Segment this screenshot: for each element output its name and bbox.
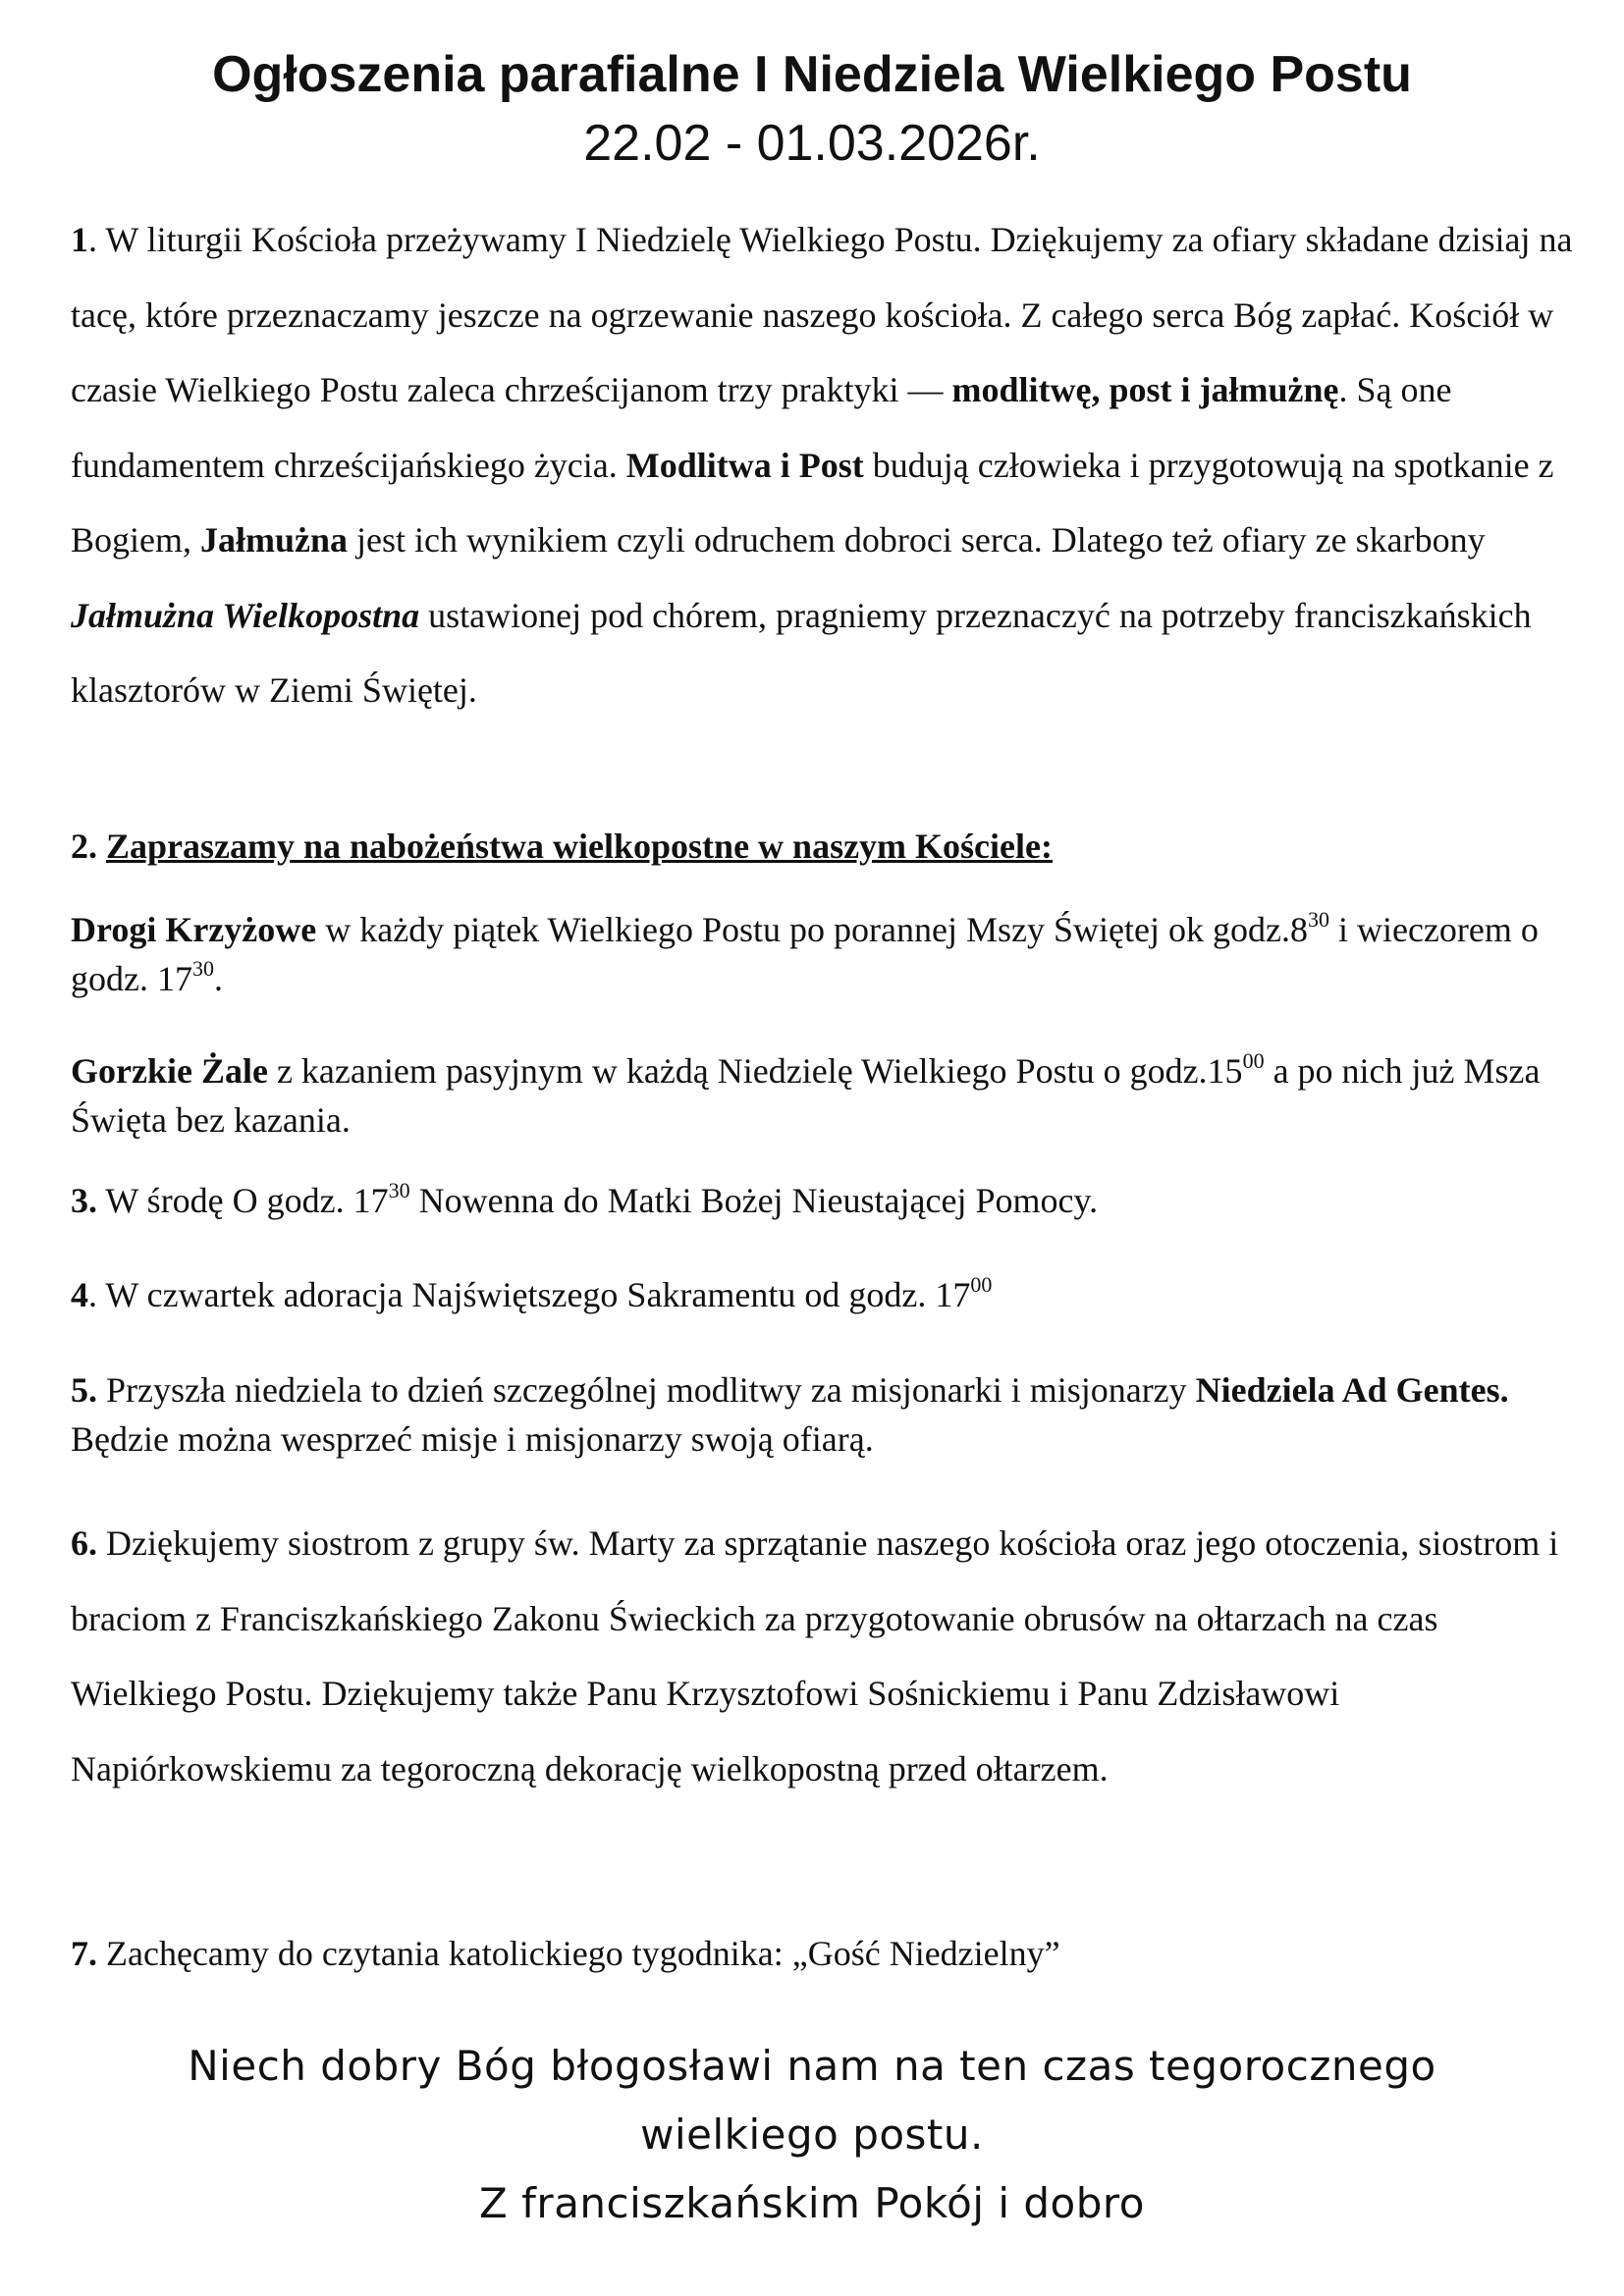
time-superscript: 30 xyxy=(191,956,214,981)
announcement-6 xyxy=(71,1506,1583,1806)
announcement-text: jest ich wynikiem czyli odruchem dobroci serca. Dlatego też ofiary ze skarbony xyxy=(348,520,1486,560)
announcement-text: w każdy piątek Wielkiego Postu po porannej Mszy Świętej ok godz.8 xyxy=(316,910,1308,949)
closing-line: Niech dobry Bóg błogosławi nam na ten czas tegorocznego xyxy=(188,2042,1436,2090)
announcement-text: i wieczorem o godz. 17 xyxy=(71,910,1539,998)
page-title: Ogłoszenia parafialne I Niedziela Wielkiego Postu xyxy=(212,46,1412,103)
time-superscript: 30 xyxy=(388,1178,410,1202)
time-superscript: 00 xyxy=(1242,1048,1265,1073)
announcement-text: . W czwartek adoracja Najświętszego Sakramentu od godz. 17 xyxy=(88,1275,971,1314)
date-range: 22.02 - 01.03.2026r. xyxy=(583,115,1041,172)
item-number: 5. xyxy=(71,1370,97,1410)
item-number: 4 xyxy=(71,1275,88,1314)
gorzkie-zale-info xyxy=(71,1046,1583,1145)
announcement-3 xyxy=(71,1177,1583,1224)
bold-phrase: modlitwę, post i jałmużnę xyxy=(951,370,1339,409)
announcement-1 xyxy=(71,202,1583,728)
announcement-2-heading xyxy=(71,823,1583,870)
closing-line: wielkiego postu. xyxy=(640,2110,984,2159)
item-number: 2. xyxy=(71,827,97,866)
closing-blessing xyxy=(0,2032,1624,2238)
section-heading: Zapraszamy na nabożeństwa wielkopostne w naszym Kościele: xyxy=(106,827,1053,866)
announcement-7 xyxy=(71,1930,1583,1977)
bold-phrase: Drogi Krzyżowe xyxy=(71,910,317,949)
bold-italic-phrase: Jałmużna Wielkopostna xyxy=(71,595,420,635)
announcement-text: Przyszła niedziela to dzień szczególnej modlitwy za misjonarki i misjonarzy xyxy=(97,1370,1196,1410)
bold-phrase: Gorzkie Żale xyxy=(71,1051,268,1091)
announcement-text: W środę O godz. 17 xyxy=(97,1181,389,1220)
closing-signature: Z franciszkańskim Pokój i dobro xyxy=(479,2179,1145,2227)
announcement-text: Będzie można wesprzeć misje i misjonarzy swoją ofiarą. xyxy=(71,1419,874,1459)
item-number: 1 xyxy=(71,220,88,259)
announcement-5 xyxy=(71,1365,1583,1464)
bold-phrase: Jałmużna xyxy=(200,520,349,560)
announcement-text: . xyxy=(213,959,223,998)
bold-phrase: Niedziela Ad Gentes. xyxy=(1195,1370,1509,1410)
item-number: 6. xyxy=(71,1523,97,1563)
announcement-4 xyxy=(71,1271,1583,1318)
announcement-text: . Są one fundamentem chrześcijańskiego życia. xyxy=(71,370,1452,485)
bold-phrase: Modlitwa i Post xyxy=(625,445,864,485)
time-superscript: 00 xyxy=(970,1272,993,1297)
announcement-text: Zachęcamy do czytania katolickiego tygodnika: „Gość Niedzielny” xyxy=(97,1934,1060,1973)
announcement-text: ustawionej pod chórem, pragniemy przeznaczyć na potrzeby franciszkańskich klasztorów w Ziemi Świętej. xyxy=(71,595,1532,710)
stations-of-cross-info xyxy=(71,905,1583,1003)
announcement-text: Nowenna do Matki Bożej Nieustającej Pomocy. xyxy=(409,1181,1099,1220)
announcement-text: budują człowieka i przygotowują na spotkanie z Bogiem, xyxy=(71,445,1554,560)
time-superscript: 30 xyxy=(1307,907,1329,932)
announcement-text: z kazaniem pasyjnym w każdą Niedzielę Wielkiego Postu o godz.15 xyxy=(267,1051,1243,1091)
announcement-text: a po nich już Msza Święta bez kazania. xyxy=(71,1051,1541,1140)
item-number: 7. xyxy=(71,1934,97,1973)
announcement-text: . W liturgii Kościoła przeżywamy I Niedzielę Wielkiego Postu. Dziękujemy za ofiary składane dzisiaj na tacę, które przeznaczamy jeszcze na ogrzewanie naszego kościoła. Z całego serca Bóg zapłać. Kościół w czasie Wielkiego Postu zaleca chrześcijanom trzy praktyki — xyxy=(71,220,1573,409)
announcement-text: Dziękujemy siostrom z grupy św. Marty za sprzątanie naszego kościoła oraz jego otoczenia, siostrom i braciom z Franciszkańskiego Zakonu Świeckich za przygotowanie obrusów na ołtarzach na czas Wielkiego Postu. Dziękujemy także Panu Krzysztofowi Sośnickiemu i Panu Zdzisławowi Napiórkowskiemu za tegoroczną dekorację wielkopostną przed ołtarzem. xyxy=(71,1523,1559,1789)
item-number: 3. xyxy=(71,1181,97,1220)
